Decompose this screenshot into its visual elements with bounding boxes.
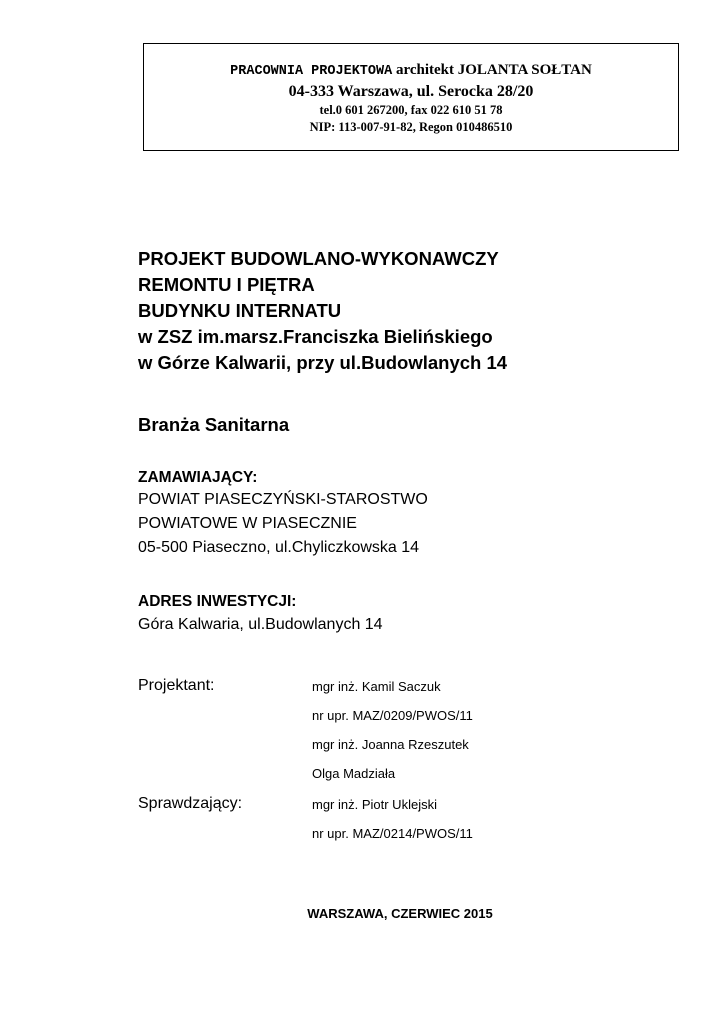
investor-label: ZAMAWIAJĄCY: — [138, 469, 258, 486]
designer-line-1: mgr inż. Kamil Saczuk — [312, 679, 441, 694]
investor-line-3: 05-500 Piaseczno, ul.Chyliczkowska 14 — [138, 539, 420, 556]
studio-name-line — [144, 61, 678, 81]
studio-header-box — [143, 43, 679, 151]
investor-details — [138, 488, 428, 560]
project-title — [138, 246, 507, 376]
checker-line-2: nr upr. MAZ/0214/PWOS/11 — [312, 826, 473, 841]
investor-line-2: POWIATOWE W PIASECZNIE — [138, 515, 357, 532]
project-title-line-3: BUDYNKU INTERNATU — [138, 300, 342, 321]
project-title-line-5: w Górze Kalwarii, przy ul.Budowlanych 14 — [138, 352, 508, 373]
designer-line-3: mgr inż. Joanna Rzeszutek — [312, 737, 469, 752]
designer-label: Projektant: — [138, 677, 215, 694]
project-title-line-4: w ZSZ im.marsz.Franciszka Bielińskiego — [138, 326, 493, 347]
project-title-line-1: PROJEKT BUDOWLANO-WYKONAWCZY — [138, 248, 499, 269]
checker-line-1: mgr inż. Piotr Uklejski — [312, 797, 437, 812]
investment-address-label: ADRES INWESTYCJI: — [138, 593, 297, 610]
architect-name: architekt JOLANTA SOŁTAN — [395, 62, 592, 78]
studio-registration: NIP: 113-007-91-82, Regon 010486510 — [309, 120, 513, 134]
checker-label: Sprawdzający: — [138, 795, 243, 812]
studio-address: 04-333 Warszawa, ul. Serocka 28/20 — [288, 83, 534, 100]
investment-address-value: Góra Kalwaria, ul.Budowlanych 14 — [138, 616, 383, 633]
designer-line-4: Olga Madziała — [312, 766, 396, 781]
studio-phone-fax: tel.0 601 267200, fax 022 610 51 78 — [319, 103, 503, 117]
project-title-line-2: REMONTU I PIĘTRA — [138, 274, 315, 295]
branch-title: Branża Sanitarna — [138, 414, 290, 435]
place-date-footer: WARSZAWA, CZERWIEC 2015 — [307, 906, 493, 921]
designer-line-2: nr upr. MAZ/0209/PWOS/11 — [312, 708, 473, 723]
studio-name: PRACOWNIA PROJEKTOWA — [230, 64, 393, 79]
investor-line-1: POWIAT PIASECZYŃSKI-STAROSTWO — [138, 491, 428, 508]
